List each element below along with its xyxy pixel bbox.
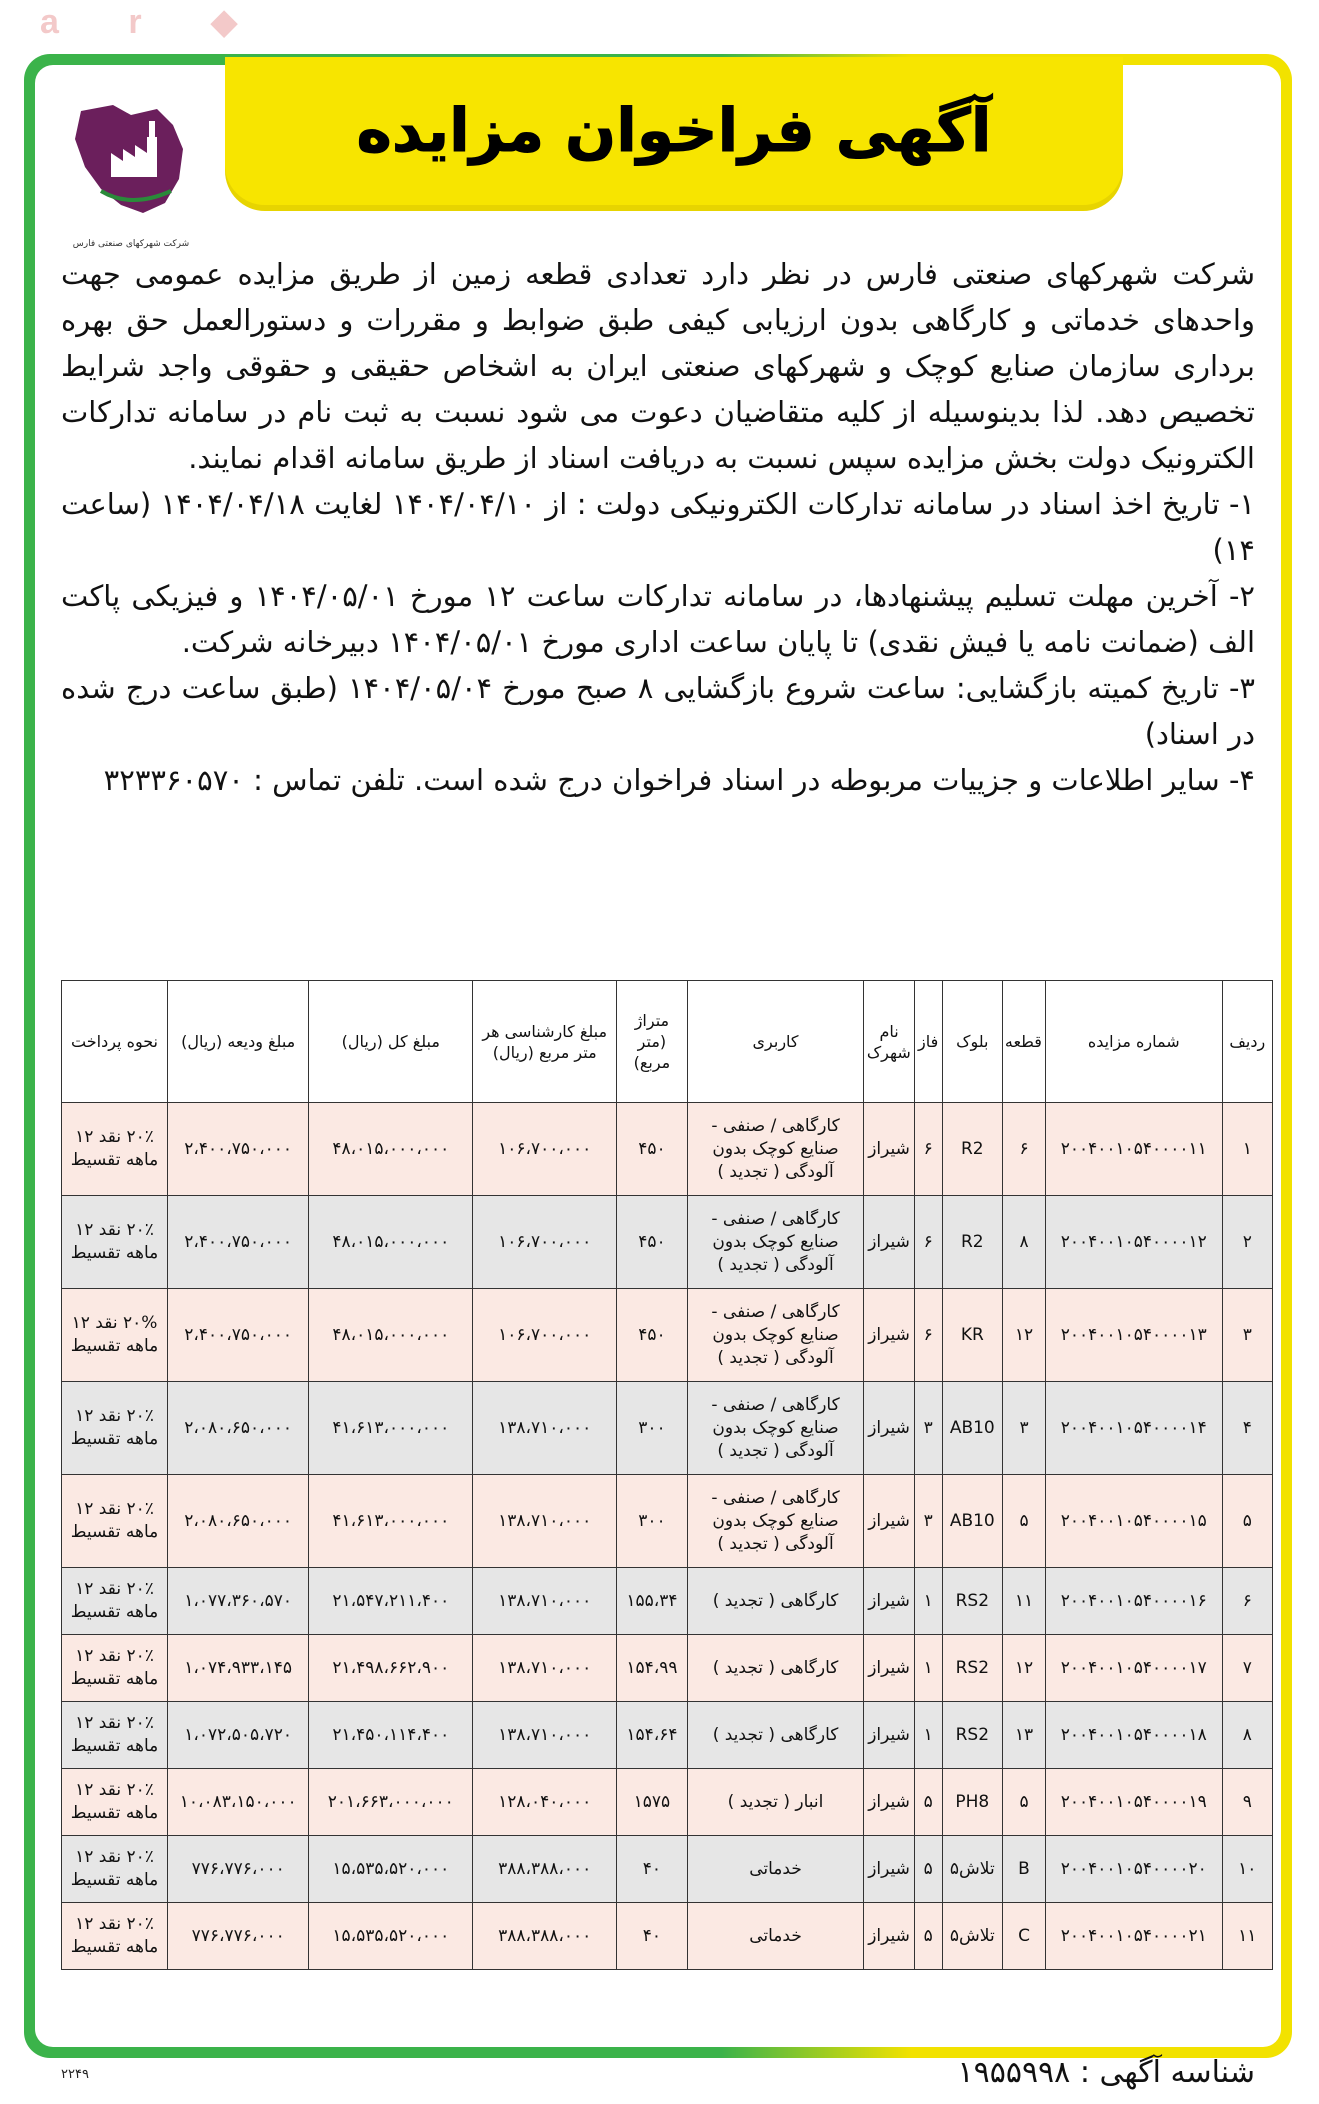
cell-usage: کارگاهی / صنفی - صنایع کوچک بدون آلودگی ( تجدید ) <box>687 1103 864 1196</box>
table-row <box>62 1475 1273 1568</box>
cell-block: RS2 <box>942 1702 1003 1769</box>
company-logo <box>61 91 201 249</box>
cell-payment: ۲۰٪ نقد ۱۲ ماهه تقسیط <box>62 1903 168 1970</box>
cell-total: ۲۱،۴۵۰،۱۱۴،۴۰۰ <box>309 1702 473 1769</box>
announcement-body <box>61 251 1255 803</box>
cell-phase: ۱ <box>914 1568 942 1635</box>
cell-deposit: ۲،۴۰۰،۷۵۰،۰۰۰ <box>168 1103 309 1196</box>
cell-expert-price: ۱۳۸،۷۱۰،۰۰۰ <box>473 1635 617 1702</box>
cell-area: ۱۵۴،۹۹ <box>617 1635 688 1702</box>
cell-payment: ۲۰٪ نقد ۱۲ ماهه تقسیط <box>62 1836 168 1903</box>
cell-town: شیراز <box>864 1635 914 1702</box>
ad-id: شناسه آگهی : ۱۹۵۵۹۹۸ <box>957 2055 1255 2090</box>
cell-block: PH8 <box>942 1769 1003 1836</box>
cell-usage: کارگاهی / صنفی - صنایع کوچک بدون آلودگی ( تجدید ) <box>687 1382 864 1475</box>
cell-deposit: ۱،۰۷۴،۹۳۳،۱۴۵ <box>168 1635 309 1702</box>
cell-row: ۲ <box>1222 1196 1272 1289</box>
header-area: متراژ (متر مربع) <box>617 981 688 1103</box>
cell-auction-no: ۲۰۰۴۰۰۱۰۵۴۰۰۰۰۲۰ <box>1045 1836 1222 1903</box>
cell-expert-price: ۱۰۶،۷۰۰،۰۰۰ <box>473 1103 617 1196</box>
header-payment: نحوه پرداخت <box>62 981 168 1103</box>
cell-usage: انبار ( تجدید ) <box>687 1769 864 1836</box>
header-deposit: مبلغ ودیعه (ریال) <box>168 981 309 1103</box>
cell-block: KR <box>942 1289 1003 1382</box>
cell-town: شیراز <box>864 1382 914 1475</box>
ad-inner <box>35 65 1281 2090</box>
table-row <box>62 1103 1273 1196</box>
cell-plot: ۱۱ <box>1003 1568 1046 1635</box>
iran-map-factory-icon <box>61 91 201 241</box>
cell-payment: ۲۰٪ نقد ۱۲ ماهه تقسیط <box>62 1103 168 1196</box>
cell-block: R2 <box>942 1103 1003 1196</box>
cell-usage: کارگاهی / صنفی - صنایع کوچک بدون آلودگی ( تجدید ) <box>687 1475 864 1568</box>
table-row <box>62 1836 1273 1903</box>
cell-deposit: ۱۰،۰۸۳،۱۵۰،۰۰۰ <box>168 1769 309 1836</box>
cell-phase: ۳ <box>914 1475 942 1568</box>
header-plot: قطعه <box>1003 981 1046 1103</box>
cell-area: ۴۵۰ <box>617 1289 688 1382</box>
cell-total: ۱۵،۵۳۵،۵۲۰،۰۰۰ <box>309 1836 473 1903</box>
cell-usage: کارگاهی ( تجدید ) <box>687 1635 864 1702</box>
contact-line: ۴- سایر اطلاعات و جزییات مربوطه در اسناد فراخوان درج شده است. تلفن تماس : ۳۲۳۳۶۰۵۷۰ <box>103 763 1255 797</box>
cell-deposit: ۲،۰۸۰،۶۵۰،۰۰۰ <box>168 1475 309 1568</box>
cell-area: ۴۰ <box>617 1836 688 1903</box>
table-row <box>62 1196 1273 1289</box>
cell-phase: ۶ <box>914 1103 942 1196</box>
cell-expert-price: ۱۲۸،۰۴۰،۰۰۰ <box>473 1769 617 1836</box>
cell-row: ۴ <box>1222 1382 1272 1475</box>
cell-auction-no: ۲۰۰۴۰۰۱۰۵۴۰۰۰۰۱۶ <box>1045 1568 1222 1635</box>
header-town: نام شهرک <box>864 981 914 1103</box>
cell-deposit: ۲،۴۰۰،۷۵۰،۰۰۰ <box>168 1196 309 1289</box>
item-1: ۱- تاریخ اخذ اسناد در سامانه تدارکات الکترونیکی دولت : از ۱۴۰۴/۰۴/۱۰ لغایت ۱۴۰۴/۰۴/۱۸ (ساعت ۱۴) <box>61 487 1255 567</box>
cell-row: ۸ <box>1222 1702 1272 1769</box>
table-row <box>62 1382 1273 1475</box>
cell-area: ۱۵۵،۳۴ <box>617 1568 688 1635</box>
item-2: ۲- آخرین مهلت تسلیم پیشنهادها، در سامانه تدارکات ساعت ۱۲ مورخ ۱۴۰۴/۰۵/۰۱ و فیزیکی پاکت الف (ضمانت نامه یا فیش نقدی) تا پایان ساعت اداری مورخ ۱۴۰۴/۰۵/۰۱ دبیرخانه شرکت. <box>61 579 1255 659</box>
cell-payment: ۲۰٪ نقد ۱۲ ماهه تقسیط <box>62 1702 168 1769</box>
cell-plot: ۳ <box>1003 1382 1046 1475</box>
cell-town: شیراز <box>864 1769 914 1836</box>
cell-plot: C <box>1003 1903 1046 1970</box>
cell-town: شیراز <box>864 1903 914 1970</box>
cell-deposit: ۷۷۶،۷۷۶،۰۰۰ <box>168 1903 309 1970</box>
cell-town: شیراز <box>864 1568 914 1635</box>
cell-phase: ۶ <box>914 1196 942 1289</box>
cell-town: شیراز <box>864 1836 914 1903</box>
header-total: مبلغ کل (ریال) <box>309 981 473 1103</box>
cell-area: ۱۵۴،۶۴ <box>617 1702 688 1769</box>
cell-row: ۵ <box>1222 1475 1272 1568</box>
header-row-no: ردیف <box>1222 981 1272 1103</box>
cell-usage: کارگاهی ( تجدید ) <box>687 1568 864 1635</box>
cell-auction-no: ۲۰۰۴۰۰۱۰۵۴۰۰۰۰۱۷ <box>1045 1635 1222 1702</box>
cell-plot: ۱۳ <box>1003 1702 1046 1769</box>
cell-block: RS2 <box>942 1635 1003 1702</box>
cell-payment: ۲۰٪ نقد ۱۲ ماهه تقسیط <box>62 1475 168 1568</box>
cell-auction-no: ۲۰۰۴۰۰۱۰۵۴۰۰۰۰۱۹ <box>1045 1769 1222 1836</box>
cell-payment: ۲۰% نقد ۱۲ ماهه تقسیط <box>62 1289 168 1382</box>
header-auction-no: شماره مزایده <box>1045 981 1222 1103</box>
cell-deposit: ۲،۴۰۰،۷۵۰،۰۰۰ <box>168 1289 309 1382</box>
cell-block: AB10 <box>942 1382 1003 1475</box>
cell-expert-price: ۳۸۸،۳۸۸،۰۰۰ <box>473 1903 617 1970</box>
cell-usage: خدماتی <box>687 1836 864 1903</box>
cell-town: شیراز <box>864 1702 914 1769</box>
cell-deposit: ۲،۰۸۰،۶۵۰،۰۰۰ <box>168 1382 309 1475</box>
cell-payment: ۲۰٪ نقد ۱۲ ماهه تقسیط <box>62 1769 168 1836</box>
item-3: ۳- تاریخ کمیته بازگشایی: ساعت شروع بازگشایی ۸ صبح مورخ ۱۴۰۴/۰۵/۰۴ (طبق ساعت درج شده در اسناد) <box>61 671 1255 751</box>
cell-auction-no: ۲۰۰۴۰۰۱۰۵۴۰۰۰۰۱۲ <box>1045 1196 1222 1289</box>
cell-deposit: ۱،۰۷۲،۵۰۵،۷۲۰ <box>168 1702 309 1769</box>
cell-usage: کارگاهی ( تجدید ) <box>687 1702 864 1769</box>
cell-phase: ۱ <box>914 1635 942 1702</box>
cell-total: ۴۸،۰۱۵،۰۰۰،۰۰۰ <box>309 1289 473 1382</box>
cell-row: ۷ <box>1222 1635 1272 1702</box>
cell-area: ۳۰۰ <box>617 1382 688 1475</box>
cell-expert-price: ۱۳۸،۷۱۰،۰۰۰ <box>473 1475 617 1568</box>
cell-expert-price: ۱۳۸،۷۱۰،۰۰۰ <box>473 1568 617 1635</box>
cell-total: ۲۱،۵۴۷،۲۱۱،۴۰۰ <box>309 1568 473 1635</box>
cell-row: ۱۰ <box>1222 1836 1272 1903</box>
header-usage: کاربری <box>687 981 864 1103</box>
cell-total: ۴۱،۶۱۳،۰۰۰،۰۰۰ <box>309 1475 473 1568</box>
footer-code: ۲۲۴۹ <box>61 2067 89 2082</box>
cell-deposit: ۱،۰۷۷،۳۶۰،۵۷۰ <box>168 1568 309 1635</box>
cell-town: شیراز <box>864 1196 914 1289</box>
cell-town: شیراز <box>864 1289 914 1382</box>
ad-frame <box>24 54 1292 2090</box>
cell-auction-no: ۲۰۰۴۰۰۱۰۵۴۰۰۰۰۱۳ <box>1045 1289 1222 1382</box>
cell-total: ۴۸،۰۱۵،۰۰۰،۰۰۰ <box>309 1103 473 1196</box>
cell-plot: B <box>1003 1836 1046 1903</box>
cell-expert-price: ۱۳۸،۷۱۰،۰۰۰ <box>473 1382 617 1475</box>
cell-plot: ۵ <box>1003 1769 1046 1836</box>
cell-row: ۳ <box>1222 1289 1272 1382</box>
table-row <box>62 1568 1273 1635</box>
cell-auction-no: ۲۰۰۴۰۰۱۰۵۴۰۰۰۰۲۱ <box>1045 1903 1222 1970</box>
cell-usage: خدماتی <box>687 1903 864 1970</box>
cell-plot: ۵ <box>1003 1475 1046 1568</box>
auction-table <box>61 980 1273 1970</box>
table-row <box>62 1702 1273 1769</box>
cell-row: ۱ <box>1222 1103 1272 1196</box>
cell-plot: ۸ <box>1003 1196 1046 1289</box>
header-block: بلوک <box>942 981 1003 1103</box>
cell-row: ۹ <box>1222 1769 1272 1836</box>
cell-phase: ۶ <box>914 1289 942 1382</box>
watermark-top: a r ◆ <box>40 3 268 41</box>
logo-caption: شرکت شهرکهای صنعتی فارس <box>72 239 190 249</box>
cell-row: ۶ <box>1222 1568 1272 1635</box>
cell-block: RS2 <box>942 1568 1003 1635</box>
cell-usage: کارگاهی / صنفی - صنایع کوچک بدون آلودگی ( تجدید ) <box>687 1196 864 1289</box>
cell-payment: ۲۰٪ نقد ۱۲ ماهه تقسیط <box>62 1568 168 1635</box>
cell-block: AB10 <box>942 1475 1003 1568</box>
cell-block: R2 <box>942 1196 1003 1289</box>
cell-area: ۳۰۰ <box>617 1475 688 1568</box>
cell-phase: ۵ <box>914 1903 942 1970</box>
table-row <box>62 1903 1273 1970</box>
cell-usage: کارگاهی / صنفی - صنایع کوچک بدون آلودگی ( تجدید ) <box>687 1289 864 1382</box>
header-phase: فاز <box>914 981 942 1103</box>
cell-deposit: ۷۷۶،۷۷۶،۰۰۰ <box>168 1836 309 1903</box>
cell-auction-no: ۲۰۰۴۰۰۱۰۵۴۰۰۰۰۱۵ <box>1045 1475 1222 1568</box>
cell-phase: ۵ <box>914 1836 942 1903</box>
cell-expert-price: ۱۳۸،۷۱۰،۰۰۰ <box>473 1702 617 1769</box>
cell-block: تلاش۵ <box>942 1903 1003 1970</box>
title-banner <box>225 57 1123 205</box>
table-row <box>62 1289 1273 1382</box>
cell-auction-no: ۲۰۰۴۰۰۱۰۵۴۰۰۰۰۱۴ <box>1045 1382 1222 1475</box>
cell-payment: ۲۰٪ نقد ۱۲ ماهه تقسیط <box>62 1196 168 1289</box>
cell-total: ۴۸،۰۱۵،۰۰۰،۰۰۰ <box>309 1196 473 1289</box>
cell-phase: ۱ <box>914 1702 942 1769</box>
cell-area: ۴۰ <box>617 1903 688 1970</box>
cell-town: شیراز <box>864 1103 914 1196</box>
cell-expert-price: ۱۰۶،۷۰۰،۰۰۰ <box>473 1196 617 1289</box>
cell-expert-price: ۳۸۸،۳۸۸،۰۰۰ <box>473 1836 617 1903</box>
cell-auction-no: ۲۰۰۴۰۰۱۰۵۴۰۰۰۰۱۱ <box>1045 1103 1222 1196</box>
cell-block: تلاش۵ <box>942 1836 1003 1903</box>
cell-plot: ۶ <box>1003 1103 1046 1196</box>
table-row <box>62 1635 1273 1702</box>
table-row <box>62 1769 1273 1836</box>
cell-phase: ۵ <box>914 1769 942 1836</box>
cell-area: ۴۵۰ <box>617 1103 688 1196</box>
cell-total: ۲۱،۴۹۸،۶۶۲،۹۰۰ <box>309 1635 473 1702</box>
cell-plot: ۱۲ <box>1003 1635 1046 1702</box>
page-title: آگهی فراخوان مزایده <box>356 96 992 166</box>
cell-expert-price: ۱۰۶،۷۰۰،۰۰۰ <box>473 1289 617 1382</box>
intro-paragraph: شرکت شهرکهای صنعتی فارس در نظر دارد تعدادی قطعه زمین از طریق مزایده عمومی جهت واحدهای خدماتی و کارگاهی بدون ارزیابی کیفی طبق ضوابط و مقررات و دستورالعمل حق بهره برداری سازمان صنایع کوچک و شهرکهای صنعتی ایران به اشخاص حقیقی و حقوقی واجد شرایط تخصیص دهد. لذا بدینوسیله از کلیه متقاضیان دعوت می شود نسبت به ثبت نام در سامانه تدارکات الکترونیک دولت بخش مزایده سپس نسبت به دریافت اسناد از طریق سامانه اقدام نمایند. <box>61 257 1255 475</box>
cell-row: ۱۱ <box>1222 1903 1272 1970</box>
table-body <box>62 1103 1273 1970</box>
cell-area: ۴۵۰ <box>617 1196 688 1289</box>
cell-total: ۴۱،۶۱۳،۰۰۰،۰۰۰ <box>309 1382 473 1475</box>
table-header-row <box>62 981 1273 1103</box>
cell-plot: ۱۲ <box>1003 1289 1046 1382</box>
cell-total: ۲۰۱،۶۶۳،۰۰۰،۰۰۰ <box>309 1769 473 1836</box>
cell-auction-no: ۲۰۰۴۰۰۱۰۵۴۰۰۰۰۱۸ <box>1045 1702 1222 1769</box>
header-expert-price: مبلغ کارشناسی هر متر مربع (ریال) <box>473 981 617 1103</box>
cell-payment: ۲۰٪ نقد ۱۲ ماهه تقسیط <box>62 1635 168 1702</box>
cell-payment: ۲۰٪ نقد ۱۲ ماهه تقسیط <box>62 1382 168 1475</box>
cell-town: شیراز <box>864 1475 914 1568</box>
cell-total: ۱۵،۵۳۵،۵۲۰،۰۰۰ <box>309 1903 473 1970</box>
cell-area: ۱۵۷۵ <box>617 1769 688 1836</box>
cell-phase: ۳ <box>914 1382 942 1475</box>
